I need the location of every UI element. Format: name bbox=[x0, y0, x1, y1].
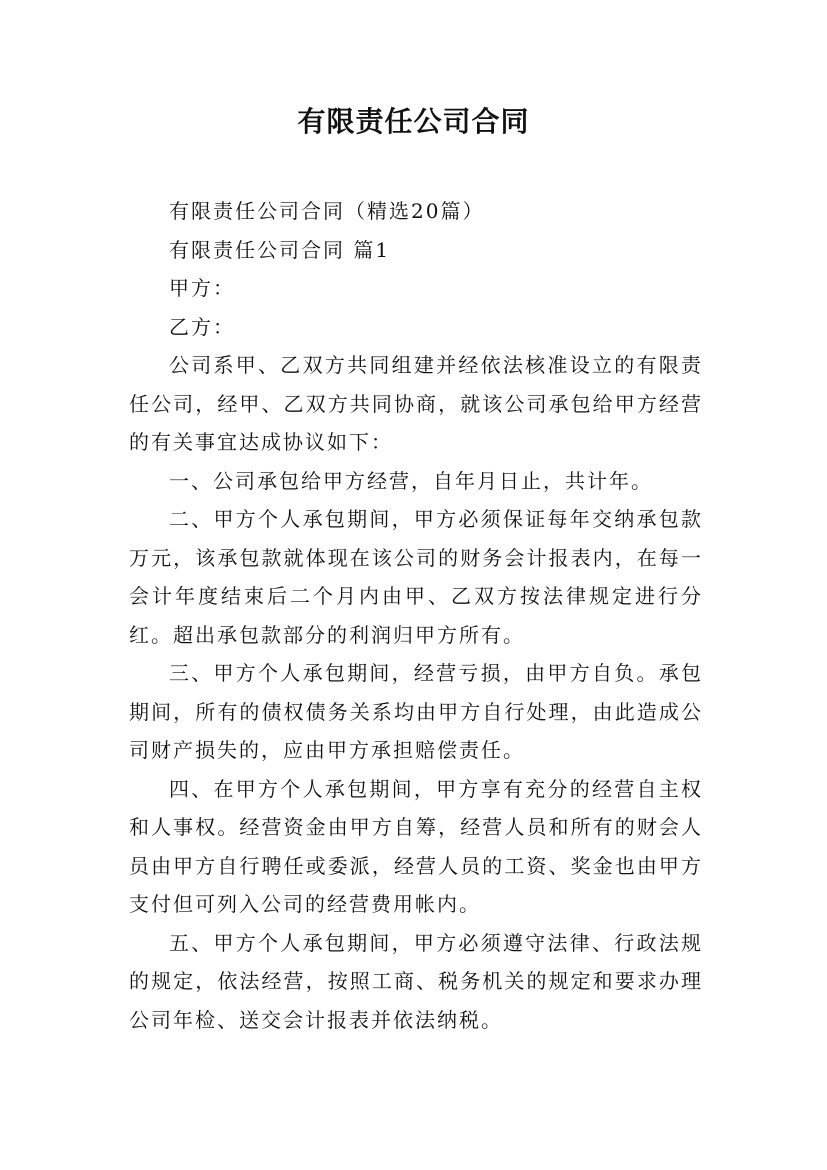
party-b-line: 乙方： bbox=[169, 314, 235, 339]
clause-5: 五、甲方个人承包期间，甲方必须遵守法律、行政法规的规定，依法经营，按照工商、税务机关的规定和要求办理公司年检、送交会计报表并依法纳税。 bbox=[129, 930, 703, 1032]
clause-3: 三、甲方个人承包期间，经营亏损，由甲方自负。承包期间，所有的债权债务关系均由甲方自行处理，由此造成公司财产损失的，应由甲方承担赔偿责任。 bbox=[129, 661, 703, 762]
clause-1: 一、公司承包给甲方经营，自年月日止，共计年。 bbox=[169, 468, 653, 493]
clause-2: 二、甲方个人承包期间，甲方必须保证每年交纳承包款万元，该承包款就体现在该公司的财务会计报表内，在每一会计年度结束后二个月内由甲、乙双方按法律规定进行分红。超出承包款部分的利润归甲方所有。 bbox=[129, 507, 703, 647]
clause-4: 四、在甲方个人承包期间，甲方享有充分的经营自主权和人事权。经营资金由甲方自筹，经营人员和所有的财会人员由甲方自行聘任或委派，经营人员的工资、奖金也由甲方支付但可列入公司的经营费用帐内。 bbox=[129, 776, 703, 916]
party-a-line: 甲方： bbox=[169, 276, 235, 300]
document-body bbox=[129, 192, 703, 1039]
document-title: 有限责任公司合同 bbox=[297, 105, 530, 138]
subtitle-paragraph: 有限责任公司合同（精选20篇） bbox=[169, 199, 485, 223]
section-heading: 有限责任公司合同 篇1 bbox=[169, 237, 391, 262]
intro-paragraph: 公司系甲、乙双方共同组建并经依法核准设立的有限责任公司，经甲、乙双方共同协商，就该公司承包给甲方经营的有关事宜达成协议如下： bbox=[129, 353, 703, 454]
